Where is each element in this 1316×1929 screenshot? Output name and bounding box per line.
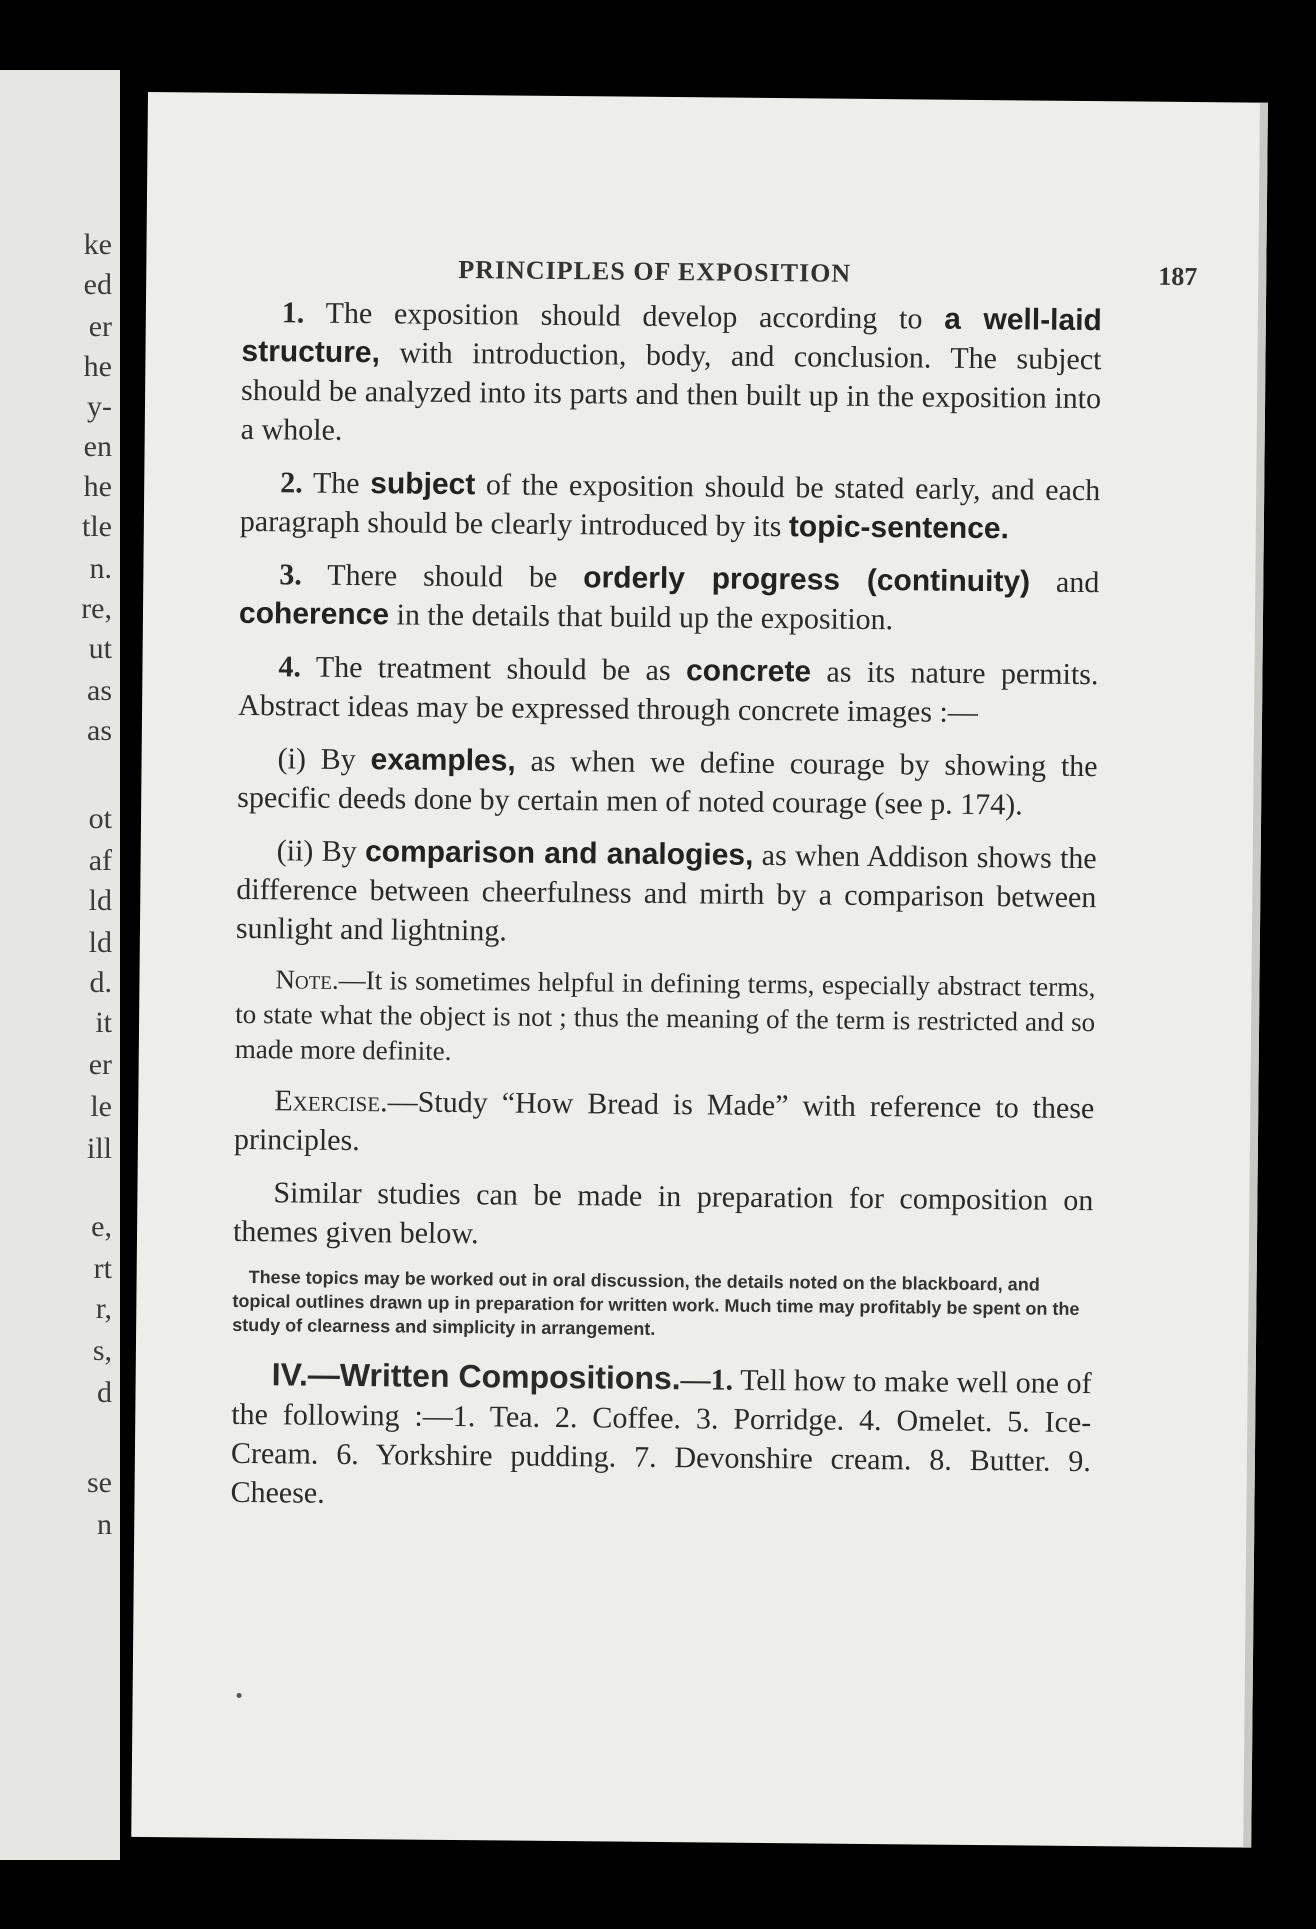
note-label: Note.	[275, 964, 339, 995]
left-page-fragment: n	[97, 1508, 112, 1541]
bold-term: examples,	[370, 743, 516, 778]
similar-paragraph: Similar studies can be made in preparation for composition on themes given below.	[232, 1176, 1094, 1251]
left-page-fragment: en	[83, 430, 112, 463]
bold-term: topic-sentence.	[788, 510, 1010, 546]
paragraph-1	[241, 293, 1102, 457]
bold-term: orderly progress (continuity)	[583, 561, 1031, 599]
text: —Study “How Bread is Made” with reference to these principles.	[233, 1085, 1095, 1158]
running-head: PRINCIPLES OF EXPOSITION	[458, 254, 852, 288]
bold-term: coherence	[238, 596, 390, 632]
left-page-fragment: ed	[83, 268, 112, 301]
left-page-fragment: le	[90, 1090, 112, 1123]
text: as when Addison shows the difference between cheerfulness and mirth by a comparison between sunlight and lightning.	[235, 838, 1097, 948]
left-page-fragment: er	[88, 310, 112, 343]
text: The	[302, 466, 371, 501]
paragraph-number: —1.	[680, 1363, 734, 1397]
text: (i) By	[277, 742, 371, 777]
note-paragraph	[235, 962, 1096, 1075]
paragraph-4	[238, 647, 1099, 733]
left-page-fragment: ot	[88, 802, 112, 835]
small-print-note: These topics may be worked out in oral discussion, the details noted on the blackboard, and topical outlines drawn up in preparation for written work. Much time may profitably be spent on the study of clearness and simplicity in arrangement.	[232, 1267, 1080, 1339]
paragraph-comparison	[236, 831, 1097, 956]
left-page-fragment: ld	[88, 884, 112, 917]
paragraph-number: 4.	[278, 650, 302, 684]
left-page-fragment: as	[87, 674, 112, 707]
text: with introduction, body, and conclusion. The subject should be analyzed into its parts and then built up in the exposition into a whole.	[240, 336, 1102, 447]
left-page-fragment: s,	[92, 1334, 112, 1367]
bold-term: concrete	[685, 654, 812, 689]
page-edge	[1243, 103, 1268, 1848]
left-page	[0, 70, 120, 1860]
text: The exposition should develop according to	[304, 296, 945, 336]
left-page-fragment: tle	[82, 510, 112, 543]
paragraph-number: 1.	[281, 296, 305, 330]
left-page-fragment: ill	[86, 1132, 112, 1165]
exercise-paragraph	[234, 1081, 1095, 1167]
left-page-fragment: y-	[87, 390, 112, 423]
left-page-fragment: er	[88, 1048, 112, 1081]
text: of the exposition should be stated early, and each paragraph should be clearly introduced by its	[239, 468, 1101, 544]
left-page-fragment: se	[87, 1466, 112, 1499]
left-page-fragment: d	[97, 1376, 112, 1409]
text: Tell how to make well one of the following :—1. Tea. 2. Coffee. 3. Porridge. 4. Omelet. 5. Ice-Cream. 6. Yorkshire pudding. 7. Devonshire cream. 8. Butter. 9. Cheese.	[230, 1363, 1092, 1510]
left-page-fragment: as	[87, 714, 112, 747]
text: as when we define courage by showing the specific deeds done by certain men of noted courage (see p. 174).	[237, 744, 1098, 822]
section-heading: IV.—Written Compositions.	[271, 1356, 681, 1397]
left-page-fragment: d.	[89, 966, 112, 999]
paragraph-number: 3.	[279, 558, 303, 592]
text: and	[1029, 565, 1100, 600]
page-header	[146, 252, 1266, 292]
paragraph-3	[239, 555, 1100, 641]
text: in the details that build up the exposition.	[388, 598, 894, 637]
text: There should be	[301, 558, 584, 595]
paragraph-2	[240, 463, 1101, 549]
section-iv	[230, 1355, 1091, 1520]
left-page-fragment: r,	[95, 1292, 112, 1325]
page-number: 187	[1158, 261, 1198, 292]
bold-term: a well-laid structure,	[241, 302, 1102, 370]
text: as its nature permits. Abstract ideas may be expressed through concrete images :—	[237, 655, 1099, 729]
left-page-fragment: ke	[83, 228, 112, 261]
paragraph-number: 2.	[280, 466, 303, 500]
left-page-fragment: it	[95, 1006, 112, 1039]
left-page-fragment: n.	[89, 552, 112, 585]
left-page-fragment: rt	[93, 1252, 112, 1285]
bold-term: comparison and analogies,	[364, 835, 754, 872]
paragraph-examples	[237, 739, 1098, 825]
bold-term: subject	[370, 467, 476, 502]
text: (ii) By	[276, 834, 366, 869]
page-body	[230, 293, 1102, 1534]
left-page-fragment: af	[88, 844, 112, 877]
left-page-fragment: re,	[81, 592, 112, 625]
left-page-fragment: ut	[88, 632, 112, 665]
exercise-label: Exercise.	[274, 1084, 388, 1119]
left-page-fragment: ld	[88, 926, 112, 959]
text: —It is sometimes helpful in defining terms, especially abstract terms, to state what the object is not ; thus the meaning of the term is restricted and so made more definite.	[234, 964, 1096, 1066]
left-page-fragment: he	[83, 350, 112, 383]
ink-dot	[237, 1693, 242, 1698]
left-page-fragment: he	[83, 470, 112, 503]
left-page-fragment: e,	[91, 1210, 112, 1243]
text: The treatment should be as	[300, 650, 687, 688]
main-page	[131, 92, 1268, 1848]
